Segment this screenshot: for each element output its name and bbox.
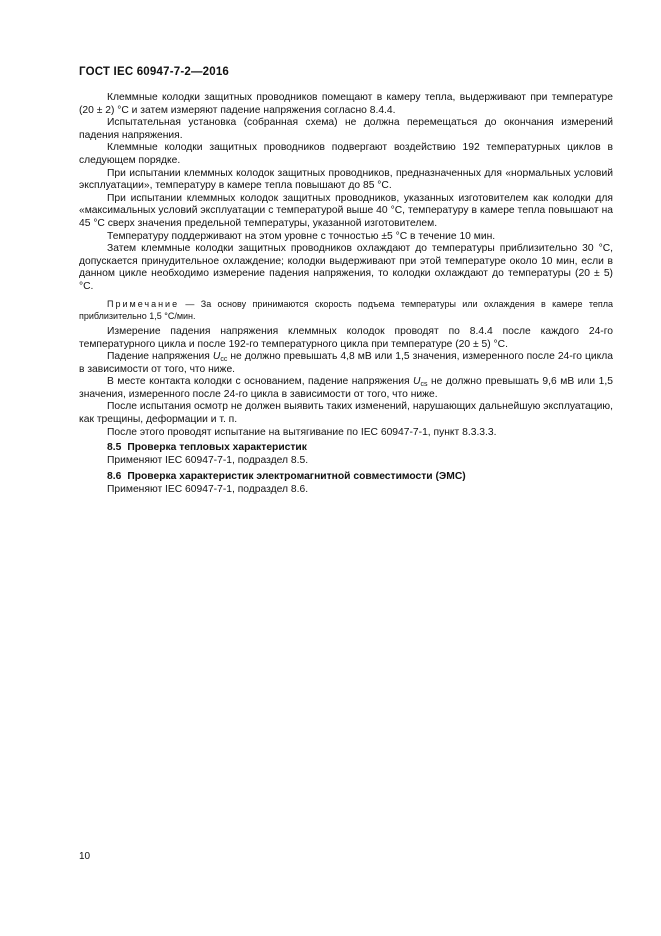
text-run: не должно превышать 4,8 мВ или 1,5 значения, измеренного после 24-го цикла в зависимости от того, что ниже. (79, 351, 613, 375)
voltage-symbol: U (413, 376, 421, 388)
paragraph (79, 376, 613, 401)
paragraph: Испытательная установка (собранная схема) не должна перемещаться до окончания измерений падения напряжения. (79, 117, 613, 141)
paragraph: Клеммные колодки защитных проводников помещают в камеру тепла, выдерживают при температуре (20 ± 2) °С и затем измеряют падение напряжения согласно 8.4.4. (79, 92, 613, 116)
paragraph: Температуру поддерживают на этом уровне с точностью ±5 °С в течение 10 мин. (107, 230, 496, 242)
page-number: 10 (79, 851, 91, 862)
section-heading (79, 470, 613, 484)
paragraph (79, 351, 613, 376)
section-number: 8.6 (107, 470, 122, 482)
paragraph: Применяют IEC 60947-7-1, подраздел 8.5. (107, 455, 309, 467)
text-run: В месте контакта колодки с основанием, падение напряжения (107, 376, 414, 388)
paragraph: После этого проводят испытание на вытягивание по IEC 60947-7-1, пункт 8.3.3.3. (107, 426, 497, 438)
note-label: Примечание (107, 298, 180, 309)
text-run: не должно превышать 9,6 мВ или 1,5 значения, измеренного после 24-го цикла в зависимости от того, что ниже. (79, 376, 613, 400)
paragraph: Измерение падения напряжения клеммных колодок проводят по 8.4.4 после каждого 24-го температурного цикла и после 192-го температурного цикла при температуре (20 ± 5) °С. (79, 325, 613, 350)
document-body (79, 92, 613, 496)
section-number: 8.5 (107, 442, 122, 454)
note (79, 298, 613, 322)
section-title: Проверка характеристик электромагнитной совместимости (ЭМС) (127, 470, 466, 482)
voltage-subscript: cs (420, 381, 428, 389)
section-heading (79, 441, 613, 455)
voltage-subscript: cc (220, 356, 228, 364)
paragraph: Клеммные колодки защитных проводников подвергают воздействию 192 температурных циклов в следующем порядке. (79, 142, 613, 166)
note-text: — За основу принимаются скорость подъема температуры или охлаждения в камере тепла приблизительно 1,5 °С/мин. (79, 298, 613, 321)
section-title: Проверка тепловых характеристик (127, 442, 307, 454)
text-run: Падение напряжения (107, 351, 213, 363)
paragraph: После испытания осмотр не должен выявить таких изменений, нарушающих дальнейшую эксплуатацию, как трещины, деформации и т. п. (79, 401, 613, 426)
paragraph: При испытании клеммных колодок защитных проводников, предназначенных для «нормальных условий эксплуатации», температуру в камере тепла повышают до 85 °С. (79, 167, 613, 192)
voltage-symbol: U (212, 351, 221, 363)
paragraph: Применяют IEC 60947-7-1, подраздел 8.6. (107, 483, 309, 495)
document-header: ГОСТ IEC 60947-7-2—2016 (79, 66, 230, 78)
paragraph: При испытании клеммных колодок защитных проводников, указанных изготовителем как колодки для «максимальных условий эксплуатации с температурой выше 40 °С, температуру в камере тепла повышают на 45 °С сверх значения предельной температуры, указанной изготовителем. (79, 192, 613, 229)
paragraph: Затем клеммные колодки защитных проводников охлаждают до температуры приблизительно 30 °С, допускается принудительное охлаждение; колодки выдерживают при этой температуре около 10 мин, если в данном цикле необходимо измерение падения напряжения, то колодки охлаждают до температуры (20 ± 5) °С. (79, 243, 613, 292)
